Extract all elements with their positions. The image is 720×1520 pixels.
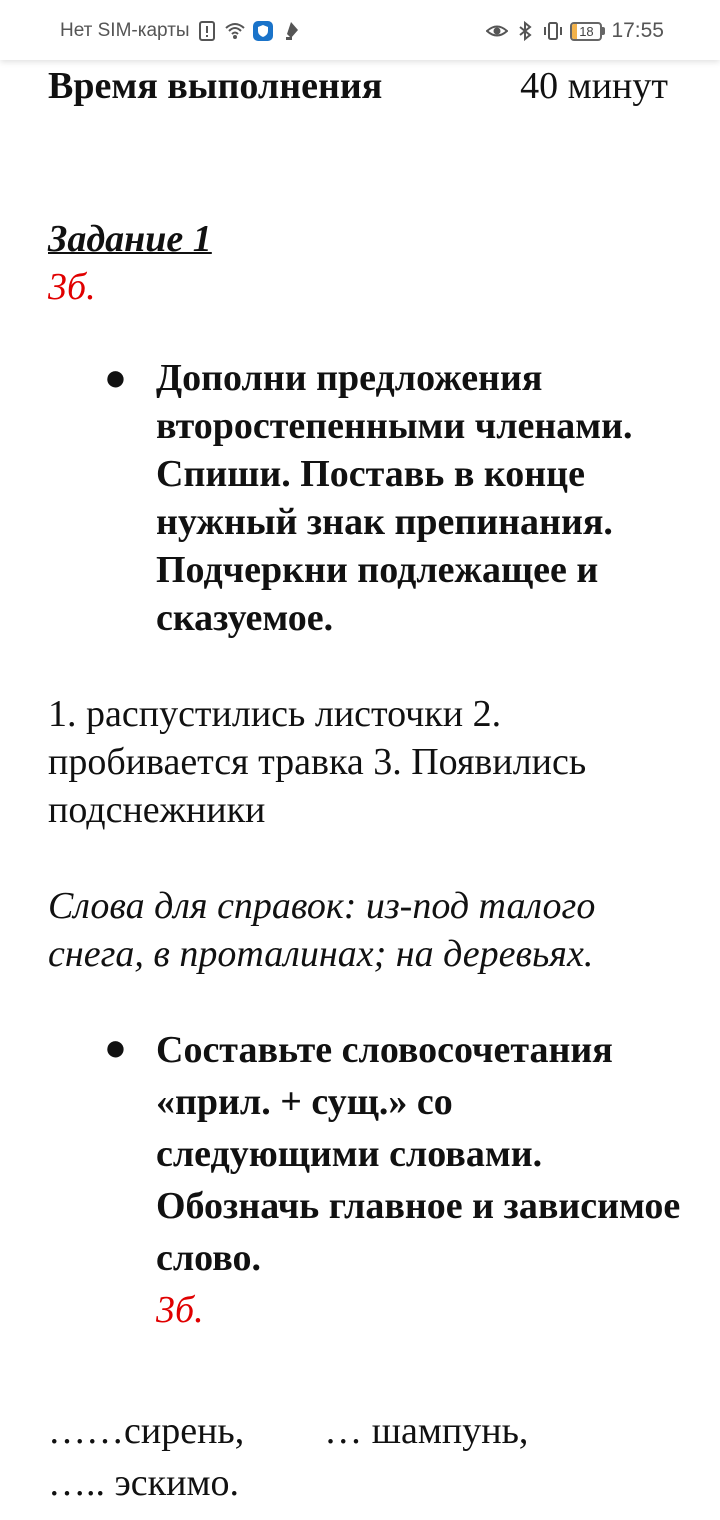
vibrate-icon	[542, 20, 564, 42]
status-bar-right	[486, 17, 664, 45]
carrier-label: Нет SIM-карты	[60, 20, 190, 41]
battery-indicator	[570, 21, 605, 41]
battery-level: 18	[579, 23, 594, 39]
word-item: ……сирень,	[48, 1410, 245, 1452]
shield-icon	[252, 20, 274, 42]
sentences-text: 1. распустились листочки 2. пробивается травка 3. Появились подснежники	[48, 693, 587, 831]
bullet-text-1: Дополни предложения второстепенными членами. Спиши. Поставь в конце нужный знак препинания. Подчеркни подлежащее и сказуемое.	[156, 357, 633, 639]
bullet-text-2: Составьте словосочетания «прил. + сущ.» со следующими словами. Обозначь главное и зависимое слово.	[156, 1029, 681, 1279]
word-item: … шампунь,	[324, 1410, 529, 1452]
bullet-item-1	[104, 354, 684, 642]
battery-body	[570, 22, 602, 41]
eye-icon	[486, 20, 508, 42]
battery-fill	[572, 24, 577, 39]
clock: 17:55	[611, 19, 664, 42]
bluetooth-icon	[514, 20, 536, 42]
time-row	[48, 62, 668, 110]
wifi-icon	[224, 20, 246, 42]
bullet-item-2	[104, 1024, 684, 1336]
words-list	[48, 1405, 688, 1509]
bullet-body-2	[156, 1024, 684, 1336]
bullet-dot-icon: ●	[104, 1027, 127, 1069]
word-item: ….. эскимо.	[48, 1462, 240, 1504]
task-points: 3б.	[48, 266, 96, 308]
sim-alert-icon	[196, 20, 218, 42]
status-bar	[0, 0, 720, 60]
time-value: 40 минут	[520, 65, 668, 107]
bullet-dot-icon: ●	[104, 357, 127, 399]
battery-tip	[602, 27, 605, 35]
notification-icon	[280, 20, 302, 42]
task-title: Задание 1	[48, 218, 212, 260]
status-bar-left	[60, 17, 302, 45]
time-label: Время выполнения	[48, 65, 383, 107]
bullet-2-points: 3б.	[156, 1289, 204, 1331]
hint-text: Слова для справок: из-под талого снега, в проталинах; на деревьях.	[48, 885, 596, 975]
